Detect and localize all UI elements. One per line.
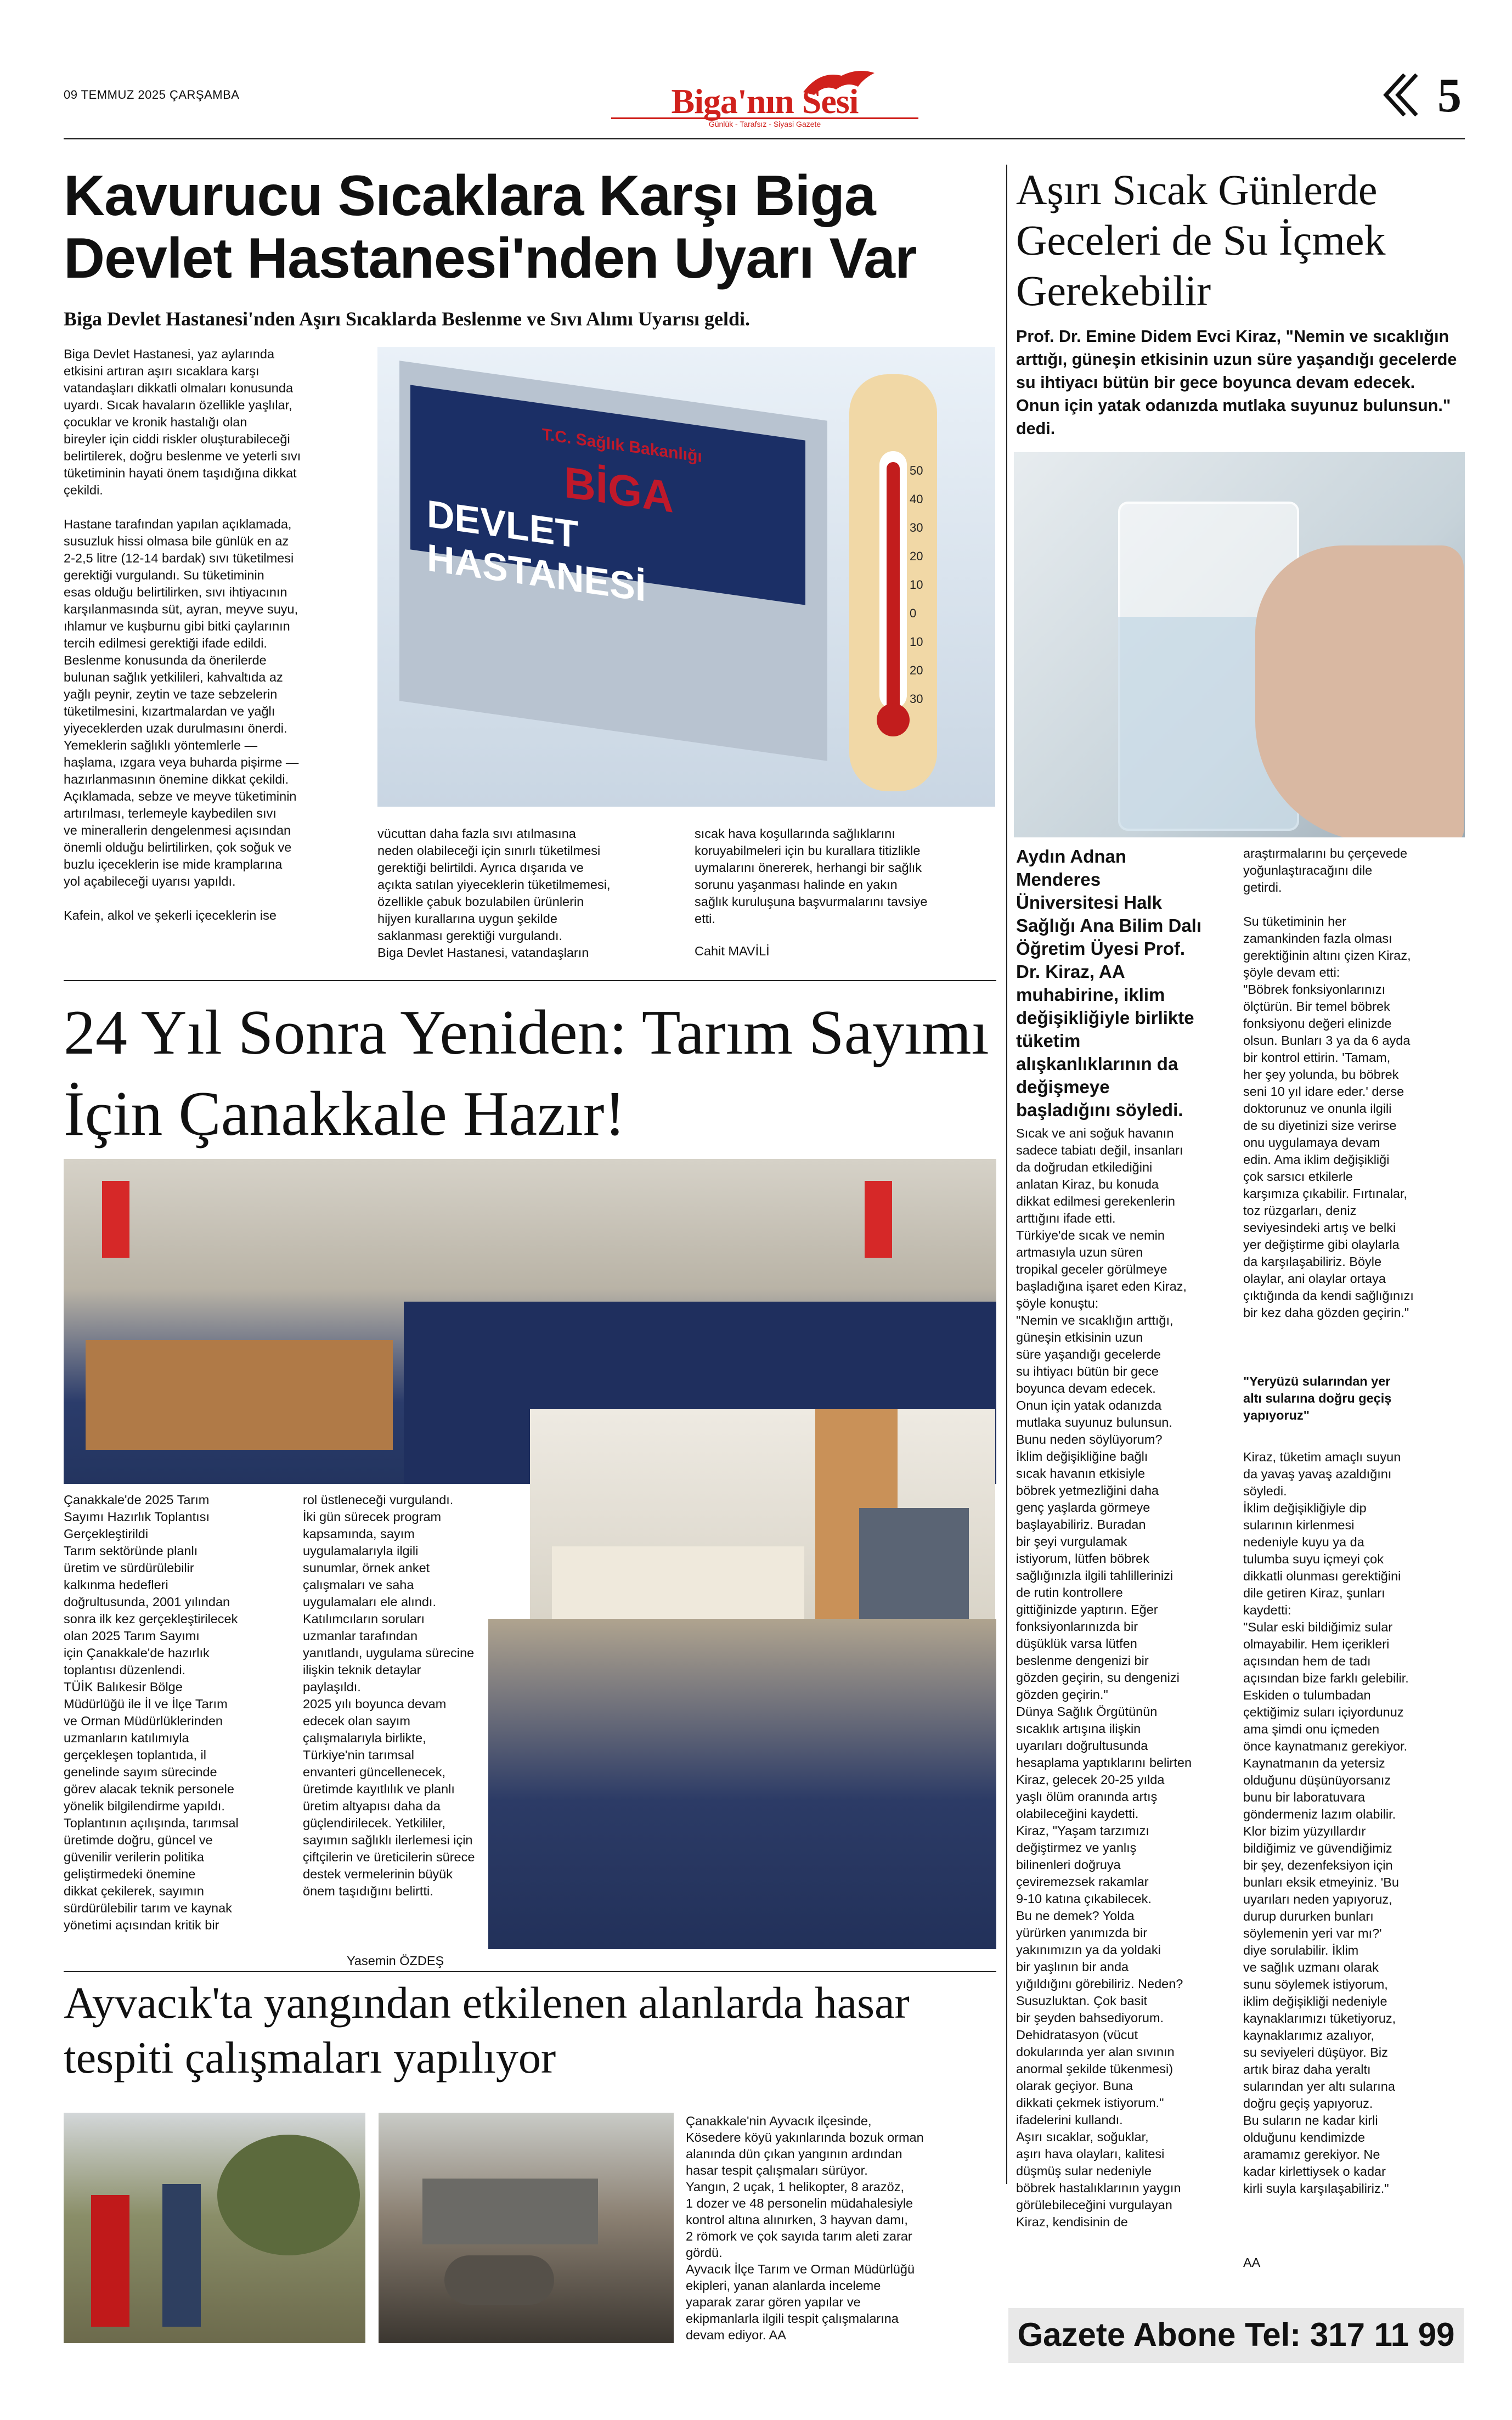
panel-table: [552, 1546, 804, 1619]
flag-right: [865, 1181, 892, 1258]
story2-headline: Aşırı Sıcak Günlerde Geceleri de Su İçmek Gerekebilir: [1016, 166, 1386, 314]
hospital-photo: [377, 347, 995, 807]
page-number: 5: [1437, 69, 1462, 122]
scale-mark: 20: [910, 549, 923, 563]
scale-mark: 10: [910, 635, 923, 649]
page-number-box: [1377, 65, 1465, 125]
story4-body: Çanakkale'nin Ayvacık ilçesinde, Kösedere köyü yakınlarında bozuk orman alanında dün çıkan yangının ardından hasar tespit çalışmaları sürüyor. Yangın, 2 uçak, 1 helikopter, 8 arazöz, 1 dozer ve 48 personelin müdahalesiyle kontrol altına alınırken, 3 hayvan damı, 2 römork ve çok sayıda tarım aleti zarar gördü. Ayvacık İlçe Tarım ve Orman Müdürlüğü ekipleri, yanan alanlarda inceleme yaparak zarar gören yapılar ve ekipmanlarla ilgili tespit çalışmalarına devam ediyor. AA: [686, 2114, 924, 2342]
person-1: [91, 2195, 129, 2327]
story1-byline: Cahit MAVİLİ: [695, 944, 770, 958]
masthead-logo: [611, 65, 918, 131]
story3-headline: 24 Yıl Sonra Yeniden: Tarım Sayımı İçin Çanakkale Hazır!: [64, 998, 989, 1149]
scale-mark: 40: [910, 492, 923, 506]
story2-col2: araştırmalarını bu çerçevede yoğunlaştıracağını dile getirdi. Su tüketiminin her zamankinden fazla olması gerektiğinin altını çizen Kiraz, şöyle devam etti: "Böbrek fonksiyonlarınızı ölçtürün. Bir temel böbrek fonksiyonu değeri elinizde olsun. Bunları 3 ya da 6 ayda bir kontrol ettirin. 'Tamam, her şey yolunda, bu böbrek seni 10 yıl idare eder.' derse doktorunuz ve onunla ilgili de su diyetinizi size verirse onu uygulamaya devam edin. Ama iklim değişikliği çok sarsıcı etkilerle karşımıza çıkabilir. Fırtınalar, toz rüzgarları, deniz seviyesindeki artış ve belki yer değiştirme gibi olaylarla da karşılaşabiliriz. Böyle olaylar, ani olaylar ortaya çıktığında da kendi sağlığınızı bir kez daha gözden geçirin.": [1243, 846, 1414, 1320]
story3-byline: Yasemin ÖZDEŞ: [347, 1954, 444, 1968]
story1-col1: Biga Devlet Hastanesi, yaz aylarında etkisini artıran aşırı sıcaklara karşı vatandaşları dikkatli olmaları konusunda uyardı. Sıcak havaların özellikle yaşlılar, çocuklar ve kronik hastalığı olan bireyler için ciddi riskler oluşturabileceği belirtilerek, doğru beslenme ve yeterli sıvı tüketiminin hayati önem taşıdığına dikkat çekildi. Hastane tarafından yapılan açıklamada, susuzluk hissi olmasa bile günlük en az 2-2,5 litre (12-14 bardak) sıvı tüketilmesi gerektiği vurgulandı. Su tüketiminin esas olduğu belirtilirken, sıvı ihtiyacının karşılanmasında süt, ayran, meyve suyu, ıhlamur ve kuşburnu gibi bitki çaylarının tercih edilmesi gerektiği ifade edildi. Beslenme konusunda da önerilerde bulunan sağlık yetkilileri, kahvaltıda az yağlı peynir, zeytin ve taze sebzelerin tüketilmesini, kızartmalardan ve yağlı yiyeceklerden uzak durulmasını önerdi. Yemeklerin sağlıklı yöntemlerle — haşlama, ızgara veya buharda pişirme — hazırlanmasının önemine dikkat çekildi. Açıklamada, sebze ve meyve tüketiminin artırılması, terlemeyle kaybedilen sıvı ve minerallerin dengelenmesi açısından önemli olduğu belirtilirken, çok soğuk ve buzlu içeceklerin ise mide kramplarına yol açabileceği uyarısı yapıldı. Kafein, alkol ve şekerli içeceklerin ise: [64, 347, 301, 922]
flag-left: [102, 1181, 129, 1258]
story2-subhead: "Yeryüzü sularından yer altı sularına doğru geçiş yapıyoruz": [1243, 1374, 1392, 1422]
subscription-ad: [1008, 2308, 1464, 2363]
story2-col1: Sıcak ve ani soğuk havanın sadece tabiatı değil, insanları da doğrudan etkilediğini anlatan Kiraz, bu konuda dikkat edilmesi gerekenlerin arttığını ifade etti. Türkiye'de sıcak ve nemin artmasıyla uzun süren tropikal geceler görülmeye başladığına işaret eden Kiraz, şöyle konuştu: "Nemin ve sıcaklığın arttığı, güneşin etkisinin uzun süre yaşandığı gecelerde su ihtiyacı bütün bir gece boyunca devam edecek. Onun için yatak odanızda mutlaka suyunuz bulunsun. Bunu neden söylüyorum? İklim değişikliğine bağlı sıcak havanın etkisiyle böbrek yetmezliğini daha genç yaşlarda görmeye başlayabiliriz. Buradan bir şeyi vurgulamak istiyorum, lütfen böbrek sağlığınızla ilgili tahlillerinizi de rutin kontrollere gittiğinizde yaptırın. Eğer fonksiyonlarınızda bir düşüklük varsa lütfen beslenme dengenizi bir gözden geçirin, su dengenizi gözden geçirin." Dünya Sağlık Örgütünün sıcaklık artışına ilişkin uyarıları doğrultusunda hesaplama yaptıklarını belirten Kiraz, gelecek 20-25 yılda yaşlı ölüm oranında artış olabileceğini kaydetti. Kiraz, "Yaşam tarzımızı değiştirmez ve yanlış bilinenleri doğruya çeviremezsek rakamlar 9-10 katına çıkabilecek. Bu ne demek? Yolda yürürken yanımızda bir yakınımızın ya da yoldaki bir yaşlının bir anda yığıldığını görebiliriz. Neden? Susuzluktan. Çok basit bir şeyden bahsediyorum. Dehidratasyon (vücut dokularında yer alan sıvının anormal şekilde tükenmesi) olarak geçiyor. Buna dikkati çekmek istiyorum." ifadelerini kullandı. Aşırı sıcaklar, soğuklar, aşırı hava olayları, kalitesi düşmüş sular nedeniyle böbrek hastalıklarının yaygın görülebileceğini vurgulayan Kiraz, kendisinin de: [1016, 1126, 1192, 2229]
panel-photo: [530, 1409, 995, 1619]
tree: [217, 2135, 360, 2255]
water-glass-photo: [1014, 452, 1465, 837]
story2-byline: AA: [1243, 2255, 1261, 2270]
sign-hospital: DEVLET HASTANESİ: [427, 492, 646, 610]
scale-mark: 0: [910, 606, 917, 620]
story1-headline: Kavurucu Sıcaklara Karşı Biga Devlet Hastanesi'nden Uyarı Var: [64, 164, 917, 290]
thermometer: [849, 374, 937, 791]
burned-area-photo: [379, 2113, 674, 2343]
story3-col1: Çanakkale'de 2025 Tarım Sayımı Hazırlık Toplantısı Gerçekleştirildi Tarım sektöründe planlı üretim ve sürdürülebilir kalkınma hedefleri doğrultusunda, 2001 yılından sonra ilk kez gerçekleştirilecek olan 2025 Tarım Sayımı için Çanakkale'de hazırlık toplantısı düzenlendi. TÜİK Balıkesir Bölge Müdürlüğü ile İl ve İlçe Tarım ve Orman Müdürlüklerinden uzmanların katılımıyla gerçekleşen toplantıda, il genelinde sayım sürecinde görev alacak teknik personele yönelik bilgilendirme yapıldı. Toplantının açılışında, tarımsal üretimde doğru, güncel ve güvenilir verilerin politika geliştirmedeki önemine dikkat çekilerek, sayımın sürdürülebilir tarım ve kaynak yönetimi açısından kritik bir: [64, 1493, 239, 1932]
speaker-desk: [86, 1340, 393, 1450]
sign-ministry: T.C. Sağlık Bakanlığı: [542, 425, 702, 466]
sign-biga: BİGA: [564, 457, 674, 522]
story2-lead2: Aydın Adnan Menderes Üniversitesi Halk Sağlığı Ana Bilim Dalı Öğretim Üyesi Prof. Dr. Kiraz, AA muhabirine, iklim değişikliğiyle birlikte tüketim alışkanlıklarının da değişmeye başladığını söyledi.: [1016, 846, 1202, 1120]
story4-headline: Ayvacık'ta yangından etkilenen alanlarda hasar tespiti çalışmaları yapılıyor: [64, 1978, 910, 2083]
audience-photo: [488, 1619, 996, 1949]
story1-col2: vücuttan daha fazla sıvı atılmasına neden olabileceği için sınırlı tüketilmesi gerektiği belirtildi. Ayrıca dışarıda ve açıkta satılan yiyeceklerin tüketilmemesi, özellikle çabuk bozulabilen ürünlerin hijyen kurallarına uygun şekilde saklanması gerektiği vurgulandı. Biga Devlet Hastanesi, vatandaşların: [377, 826, 611, 960]
fire-inspection-photo: [64, 2113, 365, 2343]
scale-mark: 50: [910, 464, 923, 477]
thermometer-mercury: [887, 462, 900, 720]
header-rule: [64, 138, 1465, 139]
shed: [422, 2179, 598, 2244]
thermometer-bulb: [877, 704, 910, 736]
scale-mark: 30: [910, 521, 923, 534]
scale-mark: 30: [910, 692, 923, 706]
logo-tagline: Günlük - Tarafsız - Siyasi Gazete: [708, 120, 821, 128]
scale-mark: 20: [910, 663, 923, 677]
column-rule: [1006, 165, 1007, 2184]
story-divider-2: [64, 1971, 996, 1972]
double-chevron-icon: [1377, 70, 1421, 120]
hand: [1255, 545, 1464, 837]
story1-deck: Biga Devlet Hastanesi'nden Aşırı Sıcaklarda Beslenme ve Sıvı Alımı Uyarısı geldi.: [64, 308, 751, 330]
subscription-ad-text: Gazete Abone Tel: 317 11 99: [1017, 2316, 1455, 2353]
thermometer-scale: [910, 457, 923, 713]
story2-lead: Prof. Dr. Emine Didem Evci Kiraz, "Nemin ve sıcaklığın arttığı, güneşin etkisinin uzun süre yaşandığı gecelerde su ihtiyacı bütün bir gece boyunca devam edecek. Onun için yatak odanızda mutlaka suyunuz bulunsun." dedi.: [1016, 327, 1457, 438]
logo-text: Biga'nın Sesi: [671, 82, 859, 121]
story1-col3: sıcak hava koşullarında sağlıklarını koruyabilmeleri için bu kurallara titizlikle uymalarını önererek, herhangi bir sağlık sorunu yaşanması halinde en yakın sağlık kuruluşuna başvurmalarını tavsiye etti.: [695, 826, 928, 926]
scale-mark: 10: [910, 578, 923, 592]
tank: [444, 2255, 554, 2305]
story3-col2: rol üstleneceği vurgulandı. İki gün sürecek program kapsamında, sayım uygulamalarıyla ilgili sunumlar, örnek anket çalışmaları ve saha uygulamaları ele alındı. Katılımcıların soruları uzmanlar tarafından yanıtlandı, uygulama sürecine ilişkin teknik detaylar paylaşıldı. 2025 yılı boyunca devam edecek olan sayım çalışmalarıyla birlikte, Türkiye'nin tarımsal envanteri güncellenecek, üretimde kayıtlılık ve planlı üretim altyapısı daha da güçlendirilecek. Yetkililer, sayımın sağlıklı ilerlemesi için çiftçilerin ve üreticilerin sürece destek vermelerinin büyük önem taşıdığını belirtti.: [303, 1493, 475, 1898]
person-2: [162, 2184, 201, 2327]
issue-date: 09 TEMMUZ 2025 ÇARŞAMBA: [64, 88, 240, 102]
story2-col3: Kiraz, tüketim amaçlı suyun da yavaş yavaş azaldığını söyledi. İklim değişikliğiyle dip sularının kirlenmesi nedeniyle kuyu ya da tulumba suyu içmeyi çok dikkatli olunması gerektiğini dile getiren Kiraz, şunları kaydetti: "Sular eski bildiğimiz sular olmayabilir. Hem içerikleri açısından hem de tadı açısından bize farklı gelebilir. Eskiden o tulumbadan çektiğimiz suları içiyordunuz ama şimdi onu içmeden önce kaynatmanız gerekiyor. Kaynatmanın da yetersiz olduğunu düşünüyorsanız bunu bir laboratuvara göndermeniz lazım olabilir. Klor bizim yüzyıllardır bildiğimiz ve güvendiğimiz bir şey, dezenfeksiyon için bunları eksik etmeyiniz. 'Bu uyarıları neden yapıyoruz, durup dururken bunları söylemenin yeri var mı?' diye sorulabilir. İklim ve sağlık uzmanı olarak sunu söylemek istiyorum, iklim değişikliği nedeniyle kaynaklarımızı tüketiyoruz, kaynaklarımız azalıyor, su seviyeleri düşüyor. Biz artık biraz daha yeraltı sularından yer altı sularına doğru geçiş yapıyoruz. Bu suların ne kadar kirli olduğunu kendimizde aramamız gerekiyor. Ne kadar kirlettiysek o kadar kirli suyla karşılaşabiliriz.": [1243, 1450, 1409, 2196]
story-divider-1: [64, 980, 996, 981]
podium: [859, 1508, 969, 1619]
